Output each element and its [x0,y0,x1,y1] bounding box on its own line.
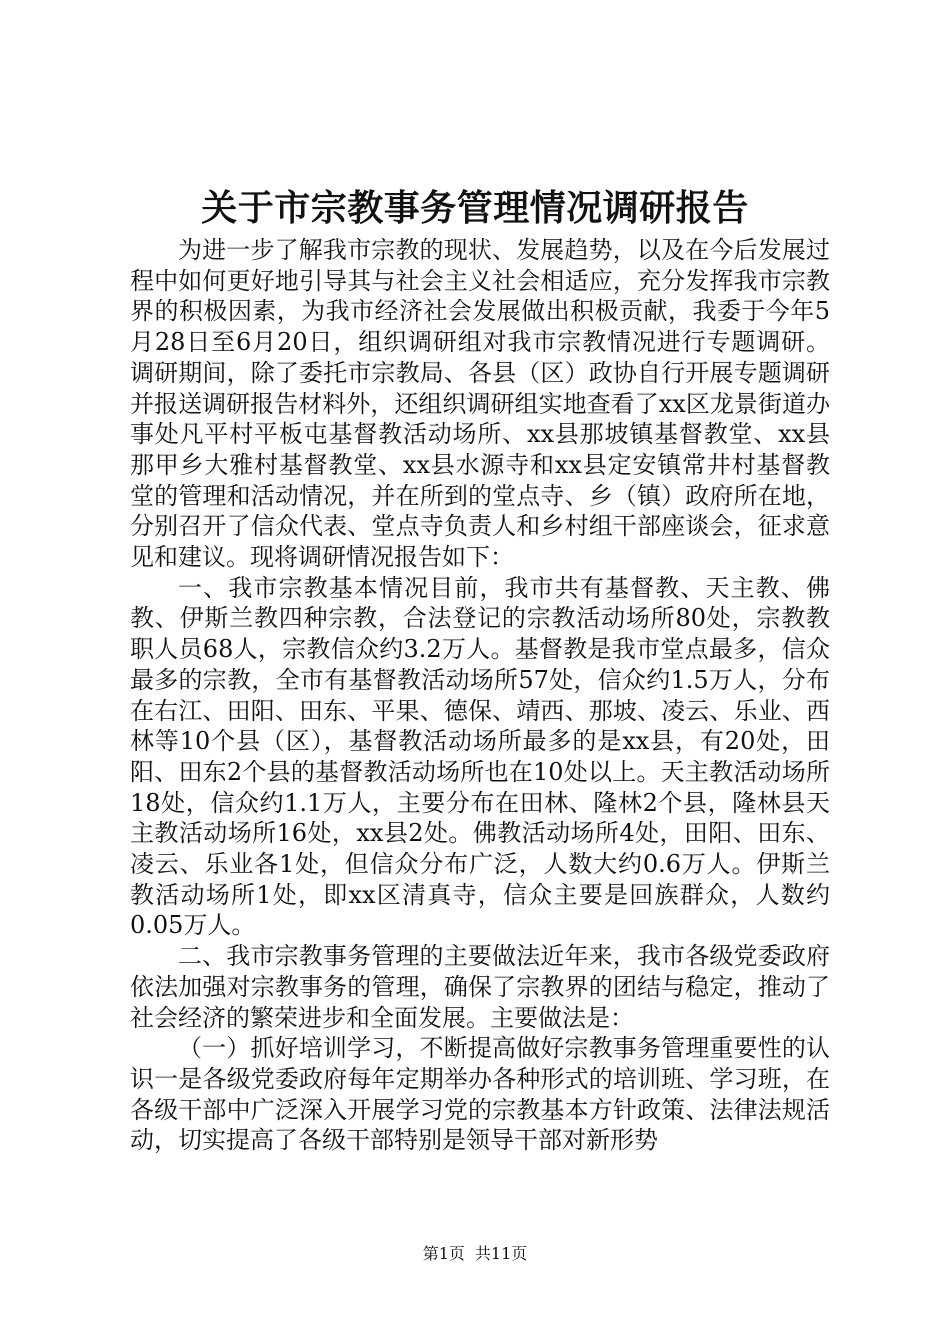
page-total: 共11页 [474,1244,528,1263]
page-footer [0,1242,950,1266]
document-body [130,235,830,1156]
document-title: 关于市宗教事务管理情况调研报告 [201,187,749,229]
paragraph-section-2: 二、我市宗教事务管理的主要做法近年来，我市各级党委政府依法加强对宗教事务的管理，确保了宗教界的团结与稳定，推动了社会经济的繁荣进步和全面发展。主要做法是： [130,942,830,1032]
paragraph-intro: 为进一步了解我市宗教的现状、发展趋势，以及在今后发展过程中如何更好地引导其与社会主义社会相适应，充分发挥我市宗教界的积极因素，为我市经济社会发展做出积极贡献，我委于今年5月28日至6月20日，组织调研组对我市宗教情况进行专题调研。调研期间，除了委托市宗教局、各县（区）政协自行开展专题调研并报送调研报告材料外，还组织调研组实地查看了xx区龙景街道办事处凡平村平板屯基督教活动场所、xx县那坡镇基督教堂、xx县那甲乡大雅村基督教堂、xx县水源寺和xx县定安镇常井村基督教堂的管理和活动情况，并在所到的堂点寺、乡（镇）政府所在地，分别召开了信众代表、堂点寺负责人和乡村组干部座谈会，征求意见和建议。现将调研情况报告如下： [130,236,830,572]
paragraph-subsection-1: （一）抓好培训学习，不断提高做好宗教事务管理重要性的认识一是各级党委政府每年定期举办各种形式的培训班、学习班，在各级干部中广泛深入开展学习党的宗教基本方针政策、法律法规活动，切实提高了各级干部特别是领导干部对新形势 [130,1034,830,1155]
paragraph-section-1: 一、我市宗教基本情况目前，我市共有基督教、天主教、佛教、伊斯兰教四种宗教，合法登记的宗教活动场所80处，宗教教职人员68人，宗教信众约3.2万人。基督教是我市堂点最多，信众最多的宗教，全市有基督教活动场所57处，信众约1.5万人，分布在右江、田阳、田东、平果、德保、靖西、那坡、凌云、乐业、西林等10个县（区），基督教活动场所最多的是xx县，有20处，田阳、田东2个县的基督教活动场所也在10处以上。天主教活动场所18处，信众约1.1万人，主要分布在田林、隆林2个县，隆林县天主教活动场所16处，xx县2处。佛教活动场所4处，田阳、田东、凌云、乐业各1处，但信众分布广泛，人数大约0.6万人。伊斯兰教活动场所1处，即xx区清真寺，信众主要是回族群众，人数约0.05万人。 [130,573,830,940]
page-number: 第1页 [422,1244,465,1263]
